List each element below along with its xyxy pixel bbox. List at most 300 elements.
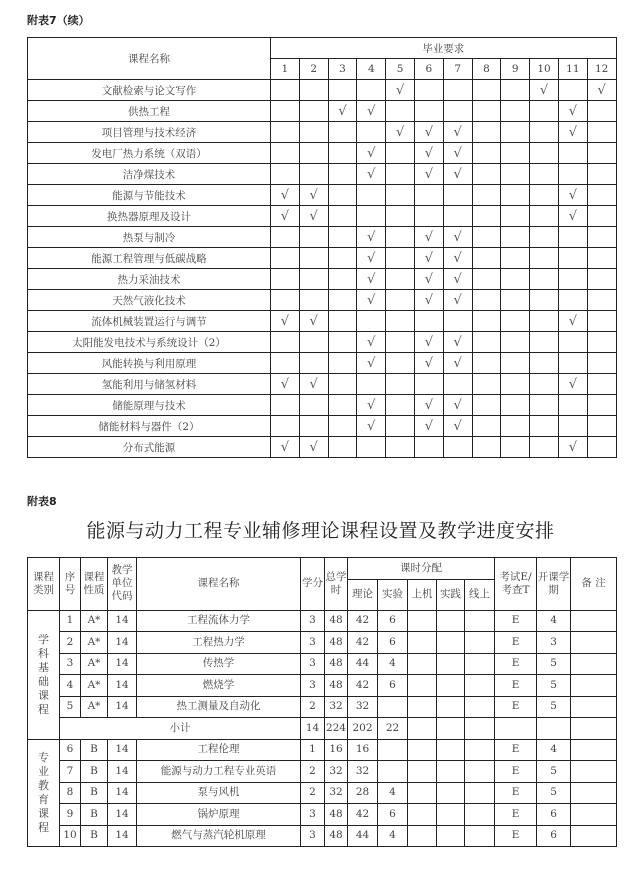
total-hours-cell: 32 [325, 782, 348, 804]
requirement-cell [443, 206, 472, 227]
nature-cell: B [81, 825, 108, 847]
checkmark-icon: √ [424, 145, 434, 161]
credits-cell: 3 [301, 653, 325, 675]
requirement-cell [443, 227, 472, 248]
experiment-cell [378, 696, 408, 718]
requirement-cell [501, 143, 530, 164]
requirement-cell [558, 164, 587, 185]
requirement-cell [328, 143, 357, 164]
requirement-cell [299, 290, 328, 311]
requirement-cell [501, 101, 530, 122]
requirement-cell [472, 185, 501, 206]
course-category-label: 专业教育课程 [38, 750, 49, 834]
requirement-cell [414, 206, 443, 227]
requirement-cell [299, 80, 328, 101]
credits-cell: 2 [301, 782, 325, 804]
requirement-cell [501, 395, 530, 416]
requirement-column-11: 11 [558, 59, 587, 80]
requirement-cell [386, 374, 415, 395]
checkmark-icon: √ [424, 124, 434, 140]
requirement-cell [357, 374, 386, 395]
requirement-cell [443, 332, 472, 353]
requirement-cell [443, 395, 472, 416]
unit-code-header: 教学单位代码 [108, 558, 137, 611]
checkmark-icon: √ [424, 397, 434, 413]
requirement-cell [299, 227, 328, 248]
unit-code-cell: 14 [108, 825, 137, 847]
requirement-cell [443, 269, 472, 290]
requirement-column-7: 7 [443, 59, 472, 80]
requirement-cell [328, 80, 357, 101]
checkmark-icon: √ [367, 355, 376, 371]
checkmark-icon: √ [453, 271, 462, 287]
checkmark-icon: √ [424, 355, 434, 371]
requirement-cell [328, 437, 357, 458]
requirement-cell [501, 437, 530, 458]
requirement-cell [443, 164, 472, 185]
requirement-cell [472, 164, 501, 185]
experiment-cell: 4 [378, 782, 408, 804]
semester-cell: 3 [537, 632, 571, 654]
minor-course-schedule-table [27, 557, 617, 847]
requirement-cell [414, 311, 443, 332]
course-name-cell: 能源与节能技术 [28, 185, 271, 206]
requirement-cell [443, 311, 472, 332]
requirement-column-1: 1 [271, 59, 300, 80]
course-name-cell: 流体机械装置运行与调节 [28, 311, 271, 332]
online-cell [465, 653, 495, 675]
checkmark-icon: √ [367, 145, 376, 161]
requirement-cell [357, 269, 386, 290]
requirement-cell [558, 374, 587, 395]
seq-header: 序号 [60, 558, 81, 611]
exam-type-cell: E [495, 632, 537, 654]
requirement-cell [271, 416, 300, 437]
hours-allocation-header: 课时分配 [348, 558, 495, 580]
checkmark-icon: √ [424, 250, 434, 266]
unit-code-cell: 14 [108, 739, 137, 761]
notes-cell [571, 825, 617, 847]
checkmark-icon: √ [539, 82, 549, 98]
semester-cell: 5 [537, 675, 571, 697]
credits-header: 学分 [301, 558, 325, 611]
experiment-cell: 6 [378, 675, 408, 697]
semester-cell: 6 [537, 804, 571, 826]
subtotal-empty-cell [571, 718, 617, 740]
notes-cell [571, 675, 617, 697]
requirement-cell [414, 269, 443, 290]
requirement-cell [328, 311, 357, 332]
checkmark-icon: √ [367, 418, 376, 434]
course-name-cell: 能源工程管理与低碳战略 [28, 248, 271, 269]
requirement-cell [587, 290, 616, 311]
requirement-cell [443, 290, 472, 311]
total-hours-cell: 32 [325, 761, 348, 783]
requirement-cell [587, 248, 616, 269]
requirement-cell [501, 353, 530, 374]
exam-type-cell: E [495, 653, 537, 675]
requirement-cell [501, 248, 530, 269]
checkmark-icon: √ [280, 313, 290, 329]
requirement-cell [472, 395, 501, 416]
requirement-cell [530, 227, 559, 248]
course-name-cell: 天然气液化技术 [28, 290, 271, 311]
course-name-cell: 供热工程 [28, 101, 271, 122]
requirement-cell [299, 101, 328, 122]
checkmark-icon: √ [568, 124, 578, 140]
requirement-cell [501, 80, 530, 101]
table-row [28, 632, 617, 654]
requirement-cell [357, 311, 386, 332]
checkmark-icon: √ [309, 187, 318, 203]
requirement-cell [299, 437, 328, 458]
table-row [28, 269, 617, 290]
total-hours-cell: 48 [325, 804, 348, 826]
requirement-cell [414, 80, 443, 101]
requirement-cell [386, 437, 415, 458]
requirement-cell [271, 374, 300, 395]
requirement-cell [386, 311, 415, 332]
semester-cell: 4 [537, 610, 571, 632]
requirement-cell [271, 290, 300, 311]
checkmark-icon: √ [453, 418, 462, 434]
online-cell [465, 610, 495, 632]
seq-cell: 3 [60, 653, 81, 675]
exam-type-cell: E [495, 696, 537, 718]
course-name-cell: 热泵与制冷 [28, 227, 271, 248]
table-row [28, 164, 617, 185]
course-name-cell: 太阳能发电技术与系统设计（2） [28, 332, 271, 353]
requirement-cell [472, 206, 501, 227]
online-cell [465, 761, 495, 783]
requirement-column-8: 8 [472, 59, 501, 80]
requirement-cell [501, 185, 530, 206]
semester-cell: 5 [537, 653, 571, 675]
experiment-header: 实验 [378, 579, 408, 610]
subtotal-empty-cell [537, 718, 571, 740]
exam-type-cell: E [495, 610, 537, 632]
requirement-cell [386, 80, 415, 101]
requirement-cell [328, 395, 357, 416]
requirement-cell [558, 353, 587, 374]
requirement-cell [299, 269, 328, 290]
table-row [28, 206, 617, 227]
requirement-cell [472, 143, 501, 164]
checkmark-icon: √ [338, 103, 347, 119]
requirement-cell [443, 248, 472, 269]
graduation-requirements-table [27, 37, 617, 458]
requirement-cell [271, 143, 300, 164]
requirement-cell [299, 248, 328, 269]
credits-cell: 1 [301, 739, 325, 761]
requirement-cell [558, 143, 587, 164]
subtotal-theory: 202 [348, 718, 378, 740]
requirement-cell [328, 185, 357, 206]
course-name-cell: 储能原理与技术 [28, 395, 271, 416]
requirement-cell [414, 395, 443, 416]
table-row [28, 804, 617, 826]
table-row [28, 437, 617, 458]
checkmark-icon: √ [568, 208, 578, 224]
requirement-cell [530, 80, 559, 101]
theory-cell: 32 [348, 761, 378, 783]
requirement-cell [386, 353, 415, 374]
requirement-cell [357, 416, 386, 437]
total-hours-cell: 48 [325, 825, 348, 847]
nature-cell: A* [81, 675, 108, 697]
computer-cell [408, 675, 437, 697]
requirement-cell [386, 164, 415, 185]
online-cell [465, 632, 495, 654]
requirement-cell [271, 122, 300, 143]
course-name-cell: 燃气与蒸汽轮机原理 [137, 825, 301, 847]
requirement-cell [271, 248, 300, 269]
course-category-label: 学科基础课程 [38, 632, 49, 716]
course-category-cell [28, 739, 60, 847]
requirement-column-9: 9 [501, 59, 530, 80]
requirement-cell [328, 353, 357, 374]
checkmark-icon: √ [424, 418, 434, 434]
requirement-cell [271, 227, 300, 248]
requirement-cell [472, 122, 501, 143]
table-row [28, 739, 617, 761]
course-name-cell: 传热学 [137, 653, 301, 675]
subtotal-credits: 14 [301, 718, 325, 740]
nature-header: 课程性质 [81, 558, 108, 611]
requirement-cell [271, 332, 300, 353]
checkmark-icon: √ [309, 313, 318, 329]
table-row [28, 122, 617, 143]
unit-code-cell: 14 [108, 761, 137, 783]
table-row [28, 395, 617, 416]
requirement-cell [328, 416, 357, 437]
requirement-cell [472, 332, 501, 353]
requirement-cell [271, 353, 300, 374]
experiment-cell: 6 [378, 610, 408, 632]
checkmark-icon: √ [395, 124, 405, 140]
requirement-cell [386, 101, 415, 122]
requirement-cell [357, 206, 386, 227]
requirement-cell [357, 164, 386, 185]
online-header: 线上 [465, 579, 495, 610]
requirement-cell [414, 437, 443, 458]
checkmark-icon: √ [367, 271, 376, 287]
credits-cell: 3 [301, 675, 325, 697]
requirement-cell [530, 290, 559, 311]
nature-cell: B [81, 739, 108, 761]
exam-type-cell: E [495, 675, 537, 697]
table-row [28, 696, 617, 718]
table-row [28, 143, 617, 164]
requirement-cell [357, 248, 386, 269]
table-row [28, 675, 617, 697]
requirement-cell [414, 290, 443, 311]
requirement-cell [501, 416, 530, 437]
unit-code-cell: 14 [108, 632, 137, 654]
course-name-cell: 洁净煤技术 [28, 164, 271, 185]
nature-cell: B [81, 782, 108, 804]
table-row [28, 311, 617, 332]
online-cell [465, 825, 495, 847]
practice-cell [437, 675, 465, 697]
requirement-cell [443, 80, 472, 101]
requirement-column-5: 5 [386, 59, 415, 80]
table-row [28, 332, 617, 353]
checkmark-icon: √ [280, 439, 290, 455]
table-row [28, 227, 617, 248]
checkmark-icon: √ [367, 334, 376, 350]
requirement-cell [587, 164, 616, 185]
requirement-cell [357, 227, 386, 248]
checkmark-icon: √ [453, 124, 462, 140]
requirement-cell [558, 395, 587, 416]
requirement-cell [472, 101, 501, 122]
requirement-cell [328, 248, 357, 269]
seq-cell: 9 [60, 804, 81, 826]
subtotal-experiment: 22 [378, 718, 408, 740]
requirement-cell [587, 101, 616, 122]
requirement-cell [386, 416, 415, 437]
requirement-cell [501, 332, 530, 353]
theory-cell: 28 [348, 782, 378, 804]
requirement-cell [357, 332, 386, 353]
checkmark-icon: √ [453, 292, 462, 308]
checkmark-icon: √ [309, 376, 318, 392]
requirement-cell [587, 395, 616, 416]
total-hours-cell: 48 [325, 610, 348, 632]
practice-cell [437, 782, 465, 804]
online-cell [465, 782, 495, 804]
requirement-cell [530, 101, 559, 122]
exam-type-cell: E [495, 804, 537, 826]
requirement-cell [414, 416, 443, 437]
course-name-cell: 换热器原理及设计 [28, 206, 271, 227]
requirement-cell [414, 374, 443, 395]
experiment-cell [378, 739, 408, 761]
requirement-cell [414, 185, 443, 206]
computer-cell [408, 825, 437, 847]
exam-type-cell: E [495, 761, 537, 783]
exam-type-cell: E [495, 825, 537, 847]
requirement-cell [443, 122, 472, 143]
checkmark-icon: √ [568, 103, 578, 119]
course-name-header: 课程名称 [28, 38, 271, 80]
credits-cell: 3 [301, 804, 325, 826]
checkmark-icon: √ [568, 187, 578, 203]
table-row [28, 782, 617, 804]
exam-type-header: 考试E/考查T [495, 558, 537, 611]
requirement-cell [530, 206, 559, 227]
requirement-cell [530, 269, 559, 290]
theory-cell: 42 [348, 610, 378, 632]
exam-type-cell: E [495, 739, 537, 761]
practice-cell [437, 696, 465, 718]
requirement-cell [587, 269, 616, 290]
requirement-cell [530, 416, 559, 437]
requirement-column-12: 12 [587, 59, 616, 80]
credits-cell: 3 [301, 825, 325, 847]
credits-cell: 3 [301, 610, 325, 632]
requirement-cell [386, 206, 415, 227]
requirement-cell [414, 164, 443, 185]
course-name-cell: 风能转换与利用原理 [28, 353, 271, 374]
requirement-cell [587, 185, 616, 206]
table-row [28, 825, 617, 847]
requirement-cell [530, 122, 559, 143]
checkmark-icon: √ [309, 208, 318, 224]
experiment-cell: 4 [378, 653, 408, 675]
table8-title: 能源与动力工程专业辅修理论课程设置及教学进度安排 [86, 520, 555, 542]
requirement-cell [299, 374, 328, 395]
course-name-cell: 工程流体力学 [137, 610, 301, 632]
requirement-cell [558, 206, 587, 227]
total-hours-header: 总学时 [325, 558, 348, 611]
requirement-cell [386, 269, 415, 290]
semester-cell: 6 [537, 825, 571, 847]
table-row [28, 101, 617, 122]
theory-cell: 16 [348, 739, 378, 761]
checkmark-icon: √ [424, 292, 434, 308]
course-name-cell: 能源与动力工程专业英语 [137, 761, 301, 783]
requirement-cell [357, 353, 386, 374]
total-hours-cell: 48 [325, 653, 348, 675]
table-row [28, 416, 617, 437]
checkmark-icon: √ [367, 250, 376, 266]
total-hours-cell: 32 [325, 696, 348, 718]
experiment-cell: 6 [378, 632, 408, 654]
requirement-cell [271, 80, 300, 101]
exam-type-cell: E [495, 782, 537, 804]
requirement-cell [299, 353, 328, 374]
checkmark-icon: √ [453, 145, 462, 161]
checkmark-icon: √ [424, 229, 434, 245]
requirement-cell [472, 374, 501, 395]
subtotal-empty-cell [495, 718, 537, 740]
checkmark-icon: √ [367, 397, 376, 413]
table-row [28, 290, 617, 311]
requirement-cell [299, 122, 328, 143]
seq-cell: 7 [60, 761, 81, 783]
seq-cell: 6 [60, 739, 81, 761]
practice-cell [437, 804, 465, 826]
requirement-cell [558, 311, 587, 332]
checkmark-icon: √ [453, 250, 462, 266]
notes-header: 备 注 [571, 558, 617, 611]
nature-cell: A* [81, 696, 108, 718]
table-row [28, 185, 617, 206]
table-row [28, 353, 617, 374]
requirement-cell [501, 374, 530, 395]
requirement-cell [299, 185, 328, 206]
category-header: 课程类别 [28, 558, 60, 611]
requirement-cell [501, 122, 530, 143]
course-name-cell: 锅炉原理 [137, 804, 301, 826]
checkmark-icon: √ [280, 208, 290, 224]
requirement-cell [271, 437, 300, 458]
nature-cell: B [81, 804, 108, 826]
requirement-cell [357, 290, 386, 311]
requirement-cell [299, 164, 328, 185]
requirement-cell [587, 80, 616, 101]
credits-cell: 3 [301, 632, 325, 654]
practice-header: 实践 [437, 579, 465, 610]
notes-cell [571, 739, 617, 761]
requirement-cell [414, 101, 443, 122]
checkmark-icon: √ [367, 292, 376, 308]
requirement-cell [530, 164, 559, 185]
course-name-cell: 泵与风机 [137, 782, 301, 804]
computer-cell [408, 696, 437, 718]
